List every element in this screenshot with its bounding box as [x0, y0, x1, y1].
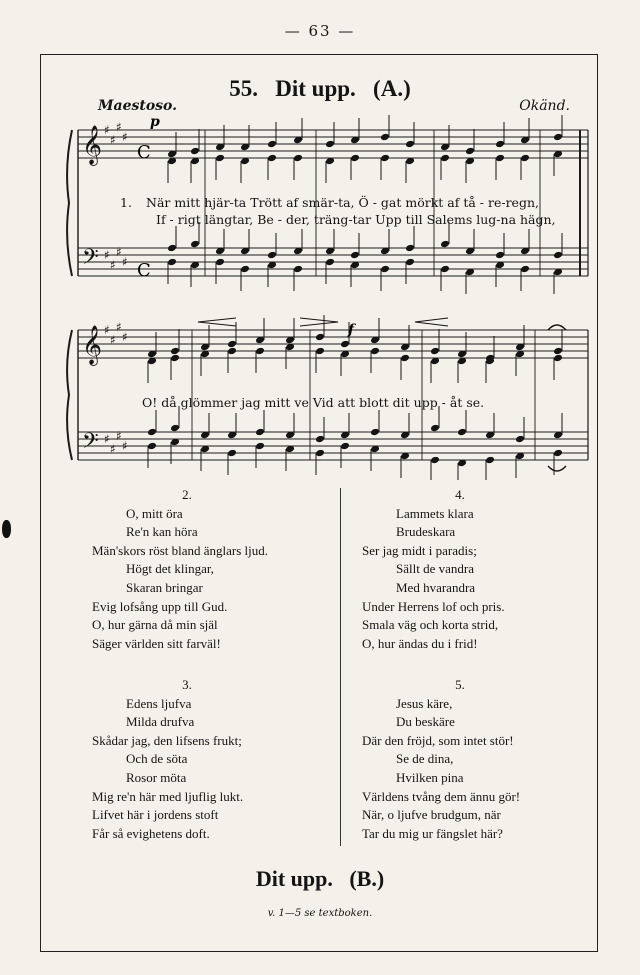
system-brace [67, 330, 72, 460]
note-head [215, 258, 225, 267]
note-head [440, 265, 450, 274]
note-head [515, 435, 525, 444]
dynamic-hairpin [415, 318, 448, 326]
note-head [495, 154, 505, 163]
verse-line: Säger världen sitt farväl! [92, 635, 221, 651]
note-head [167, 258, 177, 267]
note-head [215, 154, 225, 163]
sharp-sign: ♯ [110, 333, 116, 347]
lyric-line-2: If - rigt längtar, Be - der, träng-tar Upp till Salems lug-na hägn, [156, 212, 556, 227]
verse-line: Med hvarandra [396, 579, 476, 595]
note-head [430, 424, 440, 433]
verse-line: Ser jag midt i paradis; [362, 542, 477, 558]
verse-line: Där den fröjd, som intet stör! [362, 732, 514, 748]
note-head [293, 154, 303, 163]
verse-line: Hvilken pina [396, 769, 464, 785]
verse-line: Män'skors röst bland änglars ljud. [92, 542, 269, 558]
sharp-sign: ♯ [116, 429, 122, 443]
dynamic-hairpin [198, 318, 236, 326]
bass-clef: 𝄢 [82, 245, 99, 275]
hymn-number: 55. [229, 76, 258, 101]
note-head [255, 442, 265, 451]
composer: Okänd. [519, 98, 570, 114]
treble-clef: 𝄞 [82, 125, 103, 165]
verse-line: Lifvet här i jordens stoft [92, 807, 219, 823]
note-head [267, 154, 277, 163]
verse-line: Sällt de vandra [396, 561, 474, 577]
sharp-sign: ♯ [122, 439, 128, 453]
verse-line: Skaran bringar [126, 579, 203, 595]
note-head [370, 428, 380, 437]
fermata [548, 466, 566, 471]
note-head [170, 424, 180, 433]
verse-line: O, mitt öra [126, 505, 183, 521]
verse-line: Tar du mig ur fängslet här? [362, 825, 503, 841]
note-head [380, 265, 390, 274]
treble-clef: 𝄞 [82, 325, 103, 365]
sharp-sign: ♯ [116, 120, 122, 134]
system-brace [67, 130, 72, 276]
verse-line: Evig lofsång upp till Gud. [92, 598, 228, 614]
sharp-sign: ♯ [116, 245, 122, 259]
note-head [485, 456, 495, 465]
note-head [553, 449, 563, 458]
verse-line: Brudeskara [396, 524, 456, 540]
ink-blot [2, 520, 11, 538]
note-head [400, 354, 410, 363]
note-head [340, 442, 350, 451]
verse-3 [92, 676, 282, 843]
sharp-sign: ♯ [104, 248, 110, 262]
note-head [465, 147, 475, 156]
note-head [380, 154, 390, 163]
note-head [167, 244, 177, 253]
verse-number: 2. [182, 487, 192, 502]
time-signature-bass-1: C [137, 260, 151, 281]
sharp-sign: ♯ [110, 442, 116, 456]
note-head [380, 133, 390, 142]
note-head [267, 140, 277, 149]
note-head [293, 265, 303, 274]
column-divider [340, 488, 341, 846]
note-head [495, 140, 505, 149]
hymn-b-title [0, 866, 640, 892]
note-head [553, 133, 563, 142]
verse-line: O, hur ändas du i frid! [362, 635, 478, 651]
tempo-marking: Maestoso. [98, 98, 178, 114]
note-head [457, 428, 467, 437]
note-head [227, 449, 237, 458]
page-number: — 63 — [284, 22, 356, 40]
verse-line: Får så evighetens doft. [92, 825, 210, 841]
note-head [405, 258, 415, 267]
note-head [405, 140, 415, 149]
note-head [190, 147, 200, 156]
note-head [267, 251, 277, 260]
note-head [325, 140, 335, 149]
verse-line: Re'n kan höra [126, 524, 198, 540]
lyric-line-1: När mitt hjär-ta Trött af smär-ta, Ö - gat mörkt af tå - re-regn, [146, 195, 539, 210]
verse-line: Du beskäre [396, 714, 455, 730]
sharp-sign: ♯ [104, 432, 110, 446]
hymn-b-note: v. 1—5 se textboken. [267, 908, 373, 919]
verse-line: Skådar jag, den lifsens frukt; [92, 732, 242, 748]
note-head [370, 347, 380, 356]
bass-clef: 𝄢 [82, 429, 99, 459]
verse-number: 4. [455, 487, 465, 502]
note-head [325, 258, 335, 267]
sharp-sign: ♯ [104, 123, 110, 137]
verse-4 [362, 486, 558, 653]
note-head [553, 347, 563, 356]
note-head [430, 347, 440, 356]
note-head [520, 265, 530, 274]
verse-line: Milda drufva [126, 714, 195, 730]
note-head [147, 428, 157, 437]
hymn-b-variant: (B.) [349, 866, 385, 891]
hymn-title-text: Dit upp. [275, 76, 356, 101]
note-head [147, 442, 157, 451]
verse-line: Rosor möta [126, 769, 187, 785]
note-head [495, 251, 505, 260]
verse-number: 5. [455, 677, 465, 692]
note-head [340, 340, 350, 349]
note-head [440, 154, 450, 163]
dynamic-hairpin [300, 318, 338, 326]
time-signature-treble-1: C [137, 142, 151, 163]
note-head [170, 354, 180, 363]
note-head [440, 240, 450, 249]
sharp-sign: ♯ [110, 258, 116, 272]
verse-5 [362, 676, 558, 843]
note-head [315, 347, 325, 356]
note-head [315, 449, 325, 458]
verse-line: Smala väg och korta strid, [362, 617, 499, 633]
sharp-sign: ♯ [116, 320, 122, 334]
verse-line: Högt det klingar, [126, 561, 214, 577]
lyric-verse-number: 1. [120, 195, 132, 210]
hymn-variant: (A.) [373, 76, 411, 101]
note-head [227, 340, 237, 349]
verse-line: Under Herrens lof och pris. [362, 598, 505, 614]
verse-line: Se de dina, [396, 751, 454, 767]
note-head [240, 265, 250, 274]
hymn-b-title-text: Dit upp. [255, 866, 333, 891]
note-head [255, 347, 265, 356]
dynamic-forte: f [348, 322, 355, 338]
sharp-sign: ♯ [122, 255, 128, 269]
sharp-sign: ♯ [104, 323, 110, 337]
verse-line: Världens tvång dem ännu gör! [362, 788, 521, 804]
verse-line: När, o ljufve brudgum, när [362, 807, 501, 823]
fermata [548, 325, 566, 330]
note-head [315, 333, 325, 342]
verse-line: Och de söta [126, 751, 188, 767]
sharp-sign: ♯ [110, 133, 116, 147]
verse-2 [92, 486, 282, 653]
note-head [315, 435, 325, 444]
note-head [553, 251, 563, 260]
verse-line: Mig re'n här med ljuflig lukt. [92, 788, 244, 804]
note-head [170, 347, 180, 356]
note-head [430, 456, 440, 465]
note-head [405, 244, 415, 253]
note-head [227, 347, 237, 356]
sharp-sign: ♯ [122, 130, 128, 144]
verse-line: Edens ljufva [126, 695, 192, 711]
note-head [190, 240, 200, 249]
note-head [350, 154, 360, 163]
dynamic-piano: p [150, 114, 160, 130]
note-head [553, 354, 563, 363]
verse-line: Lammets klara [396, 505, 474, 521]
verse-line: Jesus käre, [396, 695, 453, 711]
sharp-sign: ♯ [122, 330, 128, 344]
lyric-line-3: O! då glömmer jag mitt ve Vid att blott dit upp - åt se. [142, 395, 485, 410]
verse-number: 3. [182, 677, 192, 692]
note-head [350, 251, 360, 260]
verse-line: O, hur gärna då min själ [92, 617, 218, 633]
note-head [255, 428, 265, 437]
note-head [520, 154, 530, 163]
